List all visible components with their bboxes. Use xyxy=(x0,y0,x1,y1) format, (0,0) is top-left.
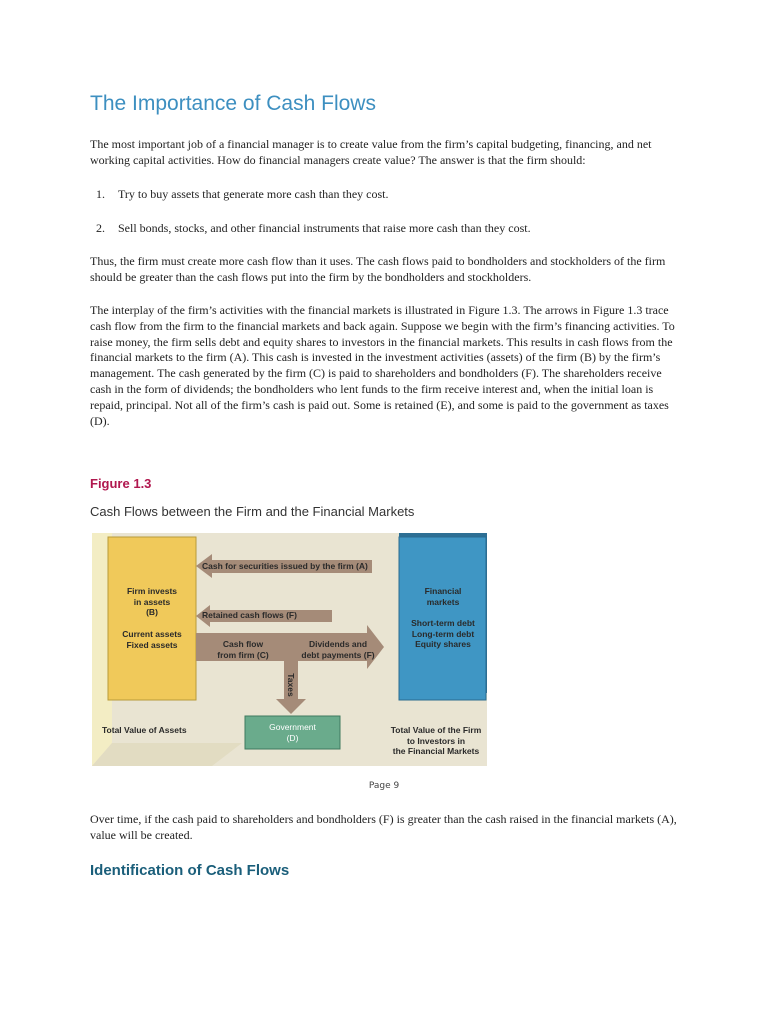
government-line: Government xyxy=(269,722,316,732)
dividends-line: debt payments (F) xyxy=(301,649,375,660)
firm-line: (B) xyxy=(146,607,158,617)
markets-line: Financial xyxy=(424,586,462,596)
markets-item: Long-term debt xyxy=(411,628,475,639)
firm-assets-label xyxy=(114,629,190,650)
list-item xyxy=(96,187,389,202)
label-total-assets: Total Value of Assets xyxy=(102,725,187,735)
firm-line: Firm invests xyxy=(126,586,178,596)
markets-item: Equity shares xyxy=(415,639,471,649)
government-line: (D) xyxy=(286,732,299,743)
label-dividends xyxy=(298,639,378,660)
total-firm-line: to Investors in xyxy=(406,735,466,746)
label-cash-flow xyxy=(204,639,282,660)
total-firm-line: Total Value of the Firm xyxy=(390,725,482,735)
firm-line: in assets xyxy=(133,596,171,607)
cashflow-line: Cash flow xyxy=(222,639,264,649)
markets-items-label xyxy=(402,618,484,650)
firm-box xyxy=(108,537,196,700)
firm-box-label xyxy=(114,586,190,618)
page-number: Page 9 xyxy=(368,781,400,791)
label-total-firm xyxy=(386,725,486,757)
bottom-shading xyxy=(92,743,242,766)
asset-line: Fixed assets xyxy=(126,639,178,650)
paragraph-interplay: The interplay of the firm’s activities with the financial markets is illustrated in Figure 1.3. The arrows in Figure 1.3 trace cash flow from the firm to the financial markets and back again. Suppose we begin with the firm’s financing activities. To raise money, the firm sells debt and equity shares to investors in the financial markets. This results in cash flows from the financial markets to the firm (A). This cash is invested in the investment activities (assets) of the firm (B) by the firm’s management. The cash generated by the firm (C) is paid to shareholders and bondholders (F). The shareholders receive cash in the form of dividends; the bondholders who lent funds to the firm receive interest and, when the initial loan is repaid, principal. Not all of the firm’s cash is paid out. Some is retained (E), and some is paid to the government as taxes (D). xyxy=(90,303,675,428)
paragraph-value-creation: Over time, if the cash paid to shareholders and bondholders (F) is greater than the cash raised in the financial markets (A), value will be created. xyxy=(90,812,677,842)
label-cash-for-securities: Cash for securities issued by the firm (A) xyxy=(202,561,368,571)
label-retained: Retained cash flows (F) xyxy=(202,610,297,620)
dividends-line: Dividends and xyxy=(308,639,368,649)
markets-item: Short-term debt xyxy=(411,618,475,628)
list-item xyxy=(96,221,531,236)
figure-label: Figure 1.3 xyxy=(90,476,152,491)
list-number: 1. xyxy=(96,187,105,201)
paragraph-cash-flow: Thus, the firm must create more cash flow than it uses. The cash flows paid to bondholders and stockholders of the firm should be greater than the cash flows put into the firm by the bondholders and stockholders. xyxy=(90,254,666,284)
intro-paragraph: The most important job of a financial manager is to create value from the firm’s capital budgeting, financing, and net working capital activities. How do financial managers create value? The answer is that the firm should: xyxy=(90,137,652,167)
total-firm-line: the Financial Markets xyxy=(392,746,480,756)
markets-line: markets xyxy=(426,596,460,607)
list-number: 2. xyxy=(96,221,105,235)
label-taxes: Taxes xyxy=(286,673,296,697)
government-label xyxy=(245,722,340,743)
section-heading: Identification of Cash Flows xyxy=(90,862,290,879)
page-title: The Importance of Cash Flows xyxy=(90,92,376,115)
list-text: Sell bonds, stocks, and other financial instruments that raise more cash than they cost. xyxy=(118,221,531,235)
markets-box-label xyxy=(402,586,484,607)
asset-line: Current assets xyxy=(122,629,182,639)
cashflow-line: from firm (C) xyxy=(217,649,269,660)
figure-caption: Cash Flows between the Firm and the Financial Markets xyxy=(90,504,415,519)
cash-flow-diagram xyxy=(92,533,487,766)
list-text: Try to buy assets that generate more cash than they cost. xyxy=(118,187,389,201)
